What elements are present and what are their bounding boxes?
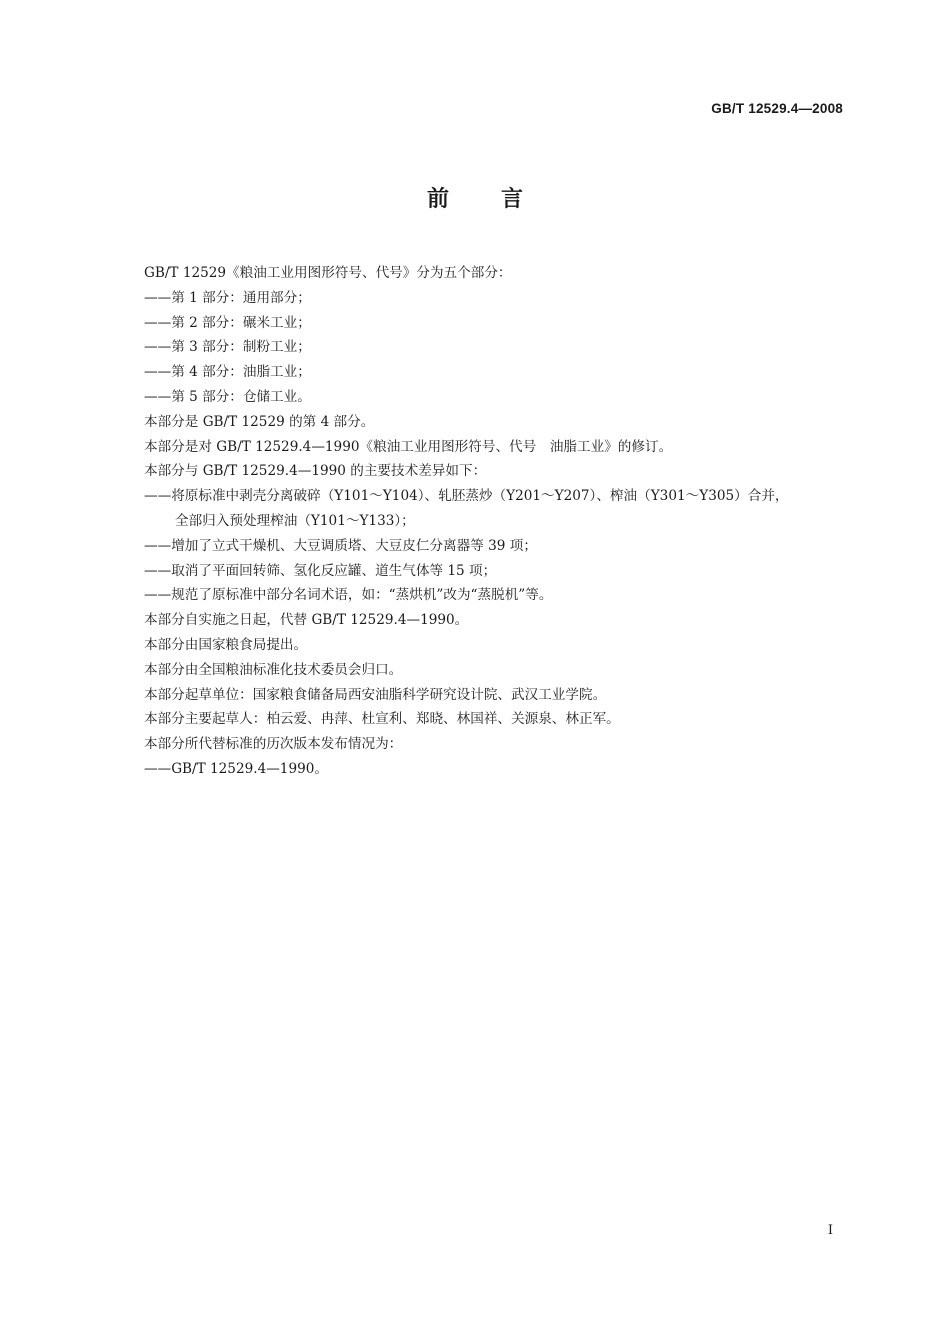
part-list-item-1: ——第 1 部分：通用部分； [144, 289, 311, 306]
difference-item-4: ——规范了原标准中部分名词术语，如：“蒸烘机”改为“蒸脱机”等。 [144, 587, 553, 604]
foreword-body [144, 261, 854, 782]
part-list-item-4: ——第 4 部分：油脂工业； [144, 364, 311, 381]
history-item-1: ——GB/T 12529.4—1990。 [144, 760, 329, 777]
drafters: 本部分主要起草人：柏云爱、冉萍、杜宣利、郑晓、林国祥、关源泉、林正军。 [144, 711, 620, 728]
difference-item-1-continued: 全部归入预处理榨油（Y101～Y133）； [175, 512, 415, 529]
standard-code: GB/T 12529.4—2008 [711, 101, 843, 116]
page-title [0, 182, 950, 213]
committee-statement: 本部分由全国粮油标准化技术委员会归口。 [144, 661, 403, 678]
part-list-item-2: ——第 2 部分：碾米工业； [144, 314, 311, 331]
difference-item-3: ——取消了平面回转筛、氢化反应罐、道生气体等 15 项； [144, 562, 497, 579]
difference-item-1: ——将原标准中剥壳分离破碎（Y101～Y104）、轧胚蒸炒（Y201～Y207）、榨油（Y301～Y305）合并， [144, 488, 789, 505]
page-number: I [827, 1223, 833, 1238]
part-statement: 本部分是 GB/T 12529 的第 4 部分。 [144, 413, 375, 430]
proposer-statement: 本部分由国家粮食局提出。 [144, 636, 308, 653]
revision-statement: 本部分是对 GB/T 12529.4—1990《粮油工业用图形符号、代号 油脂工业》的修订。 [144, 438, 673, 455]
title-char-1: 前 [426, 187, 449, 212]
difference-item-2: ——增加了立式干燥机、大豆调质塔、大豆皮仁分离器等 39 项； [144, 537, 537, 554]
replacement-statement: 本部分自实施之日起，代替 GB/T 12529.4—1990。 [144, 612, 469, 629]
differences-intro: 本部分与 GB/T 12529.4—1990 的主要技术差异如下： [144, 463, 487, 480]
history-intro: 本部分所代替标准的历次版本发布情况为： [144, 736, 403, 753]
title-char-2: 言 [501, 187, 524, 212]
part-list-item-5: ——第 5 部分：仓储工业。 [144, 388, 311, 405]
part-list-item-3: ——第 3 部分：制粉工业； [144, 339, 311, 356]
drafting-units: 本部分起草单位：国家粮食储备局西安油脂科学研究设计院、武汉工业学院。 [144, 686, 607, 703]
intro-line: GB/T 12529《粮油工业用图形符号、代号》分为五个部分： [144, 265, 512, 281]
